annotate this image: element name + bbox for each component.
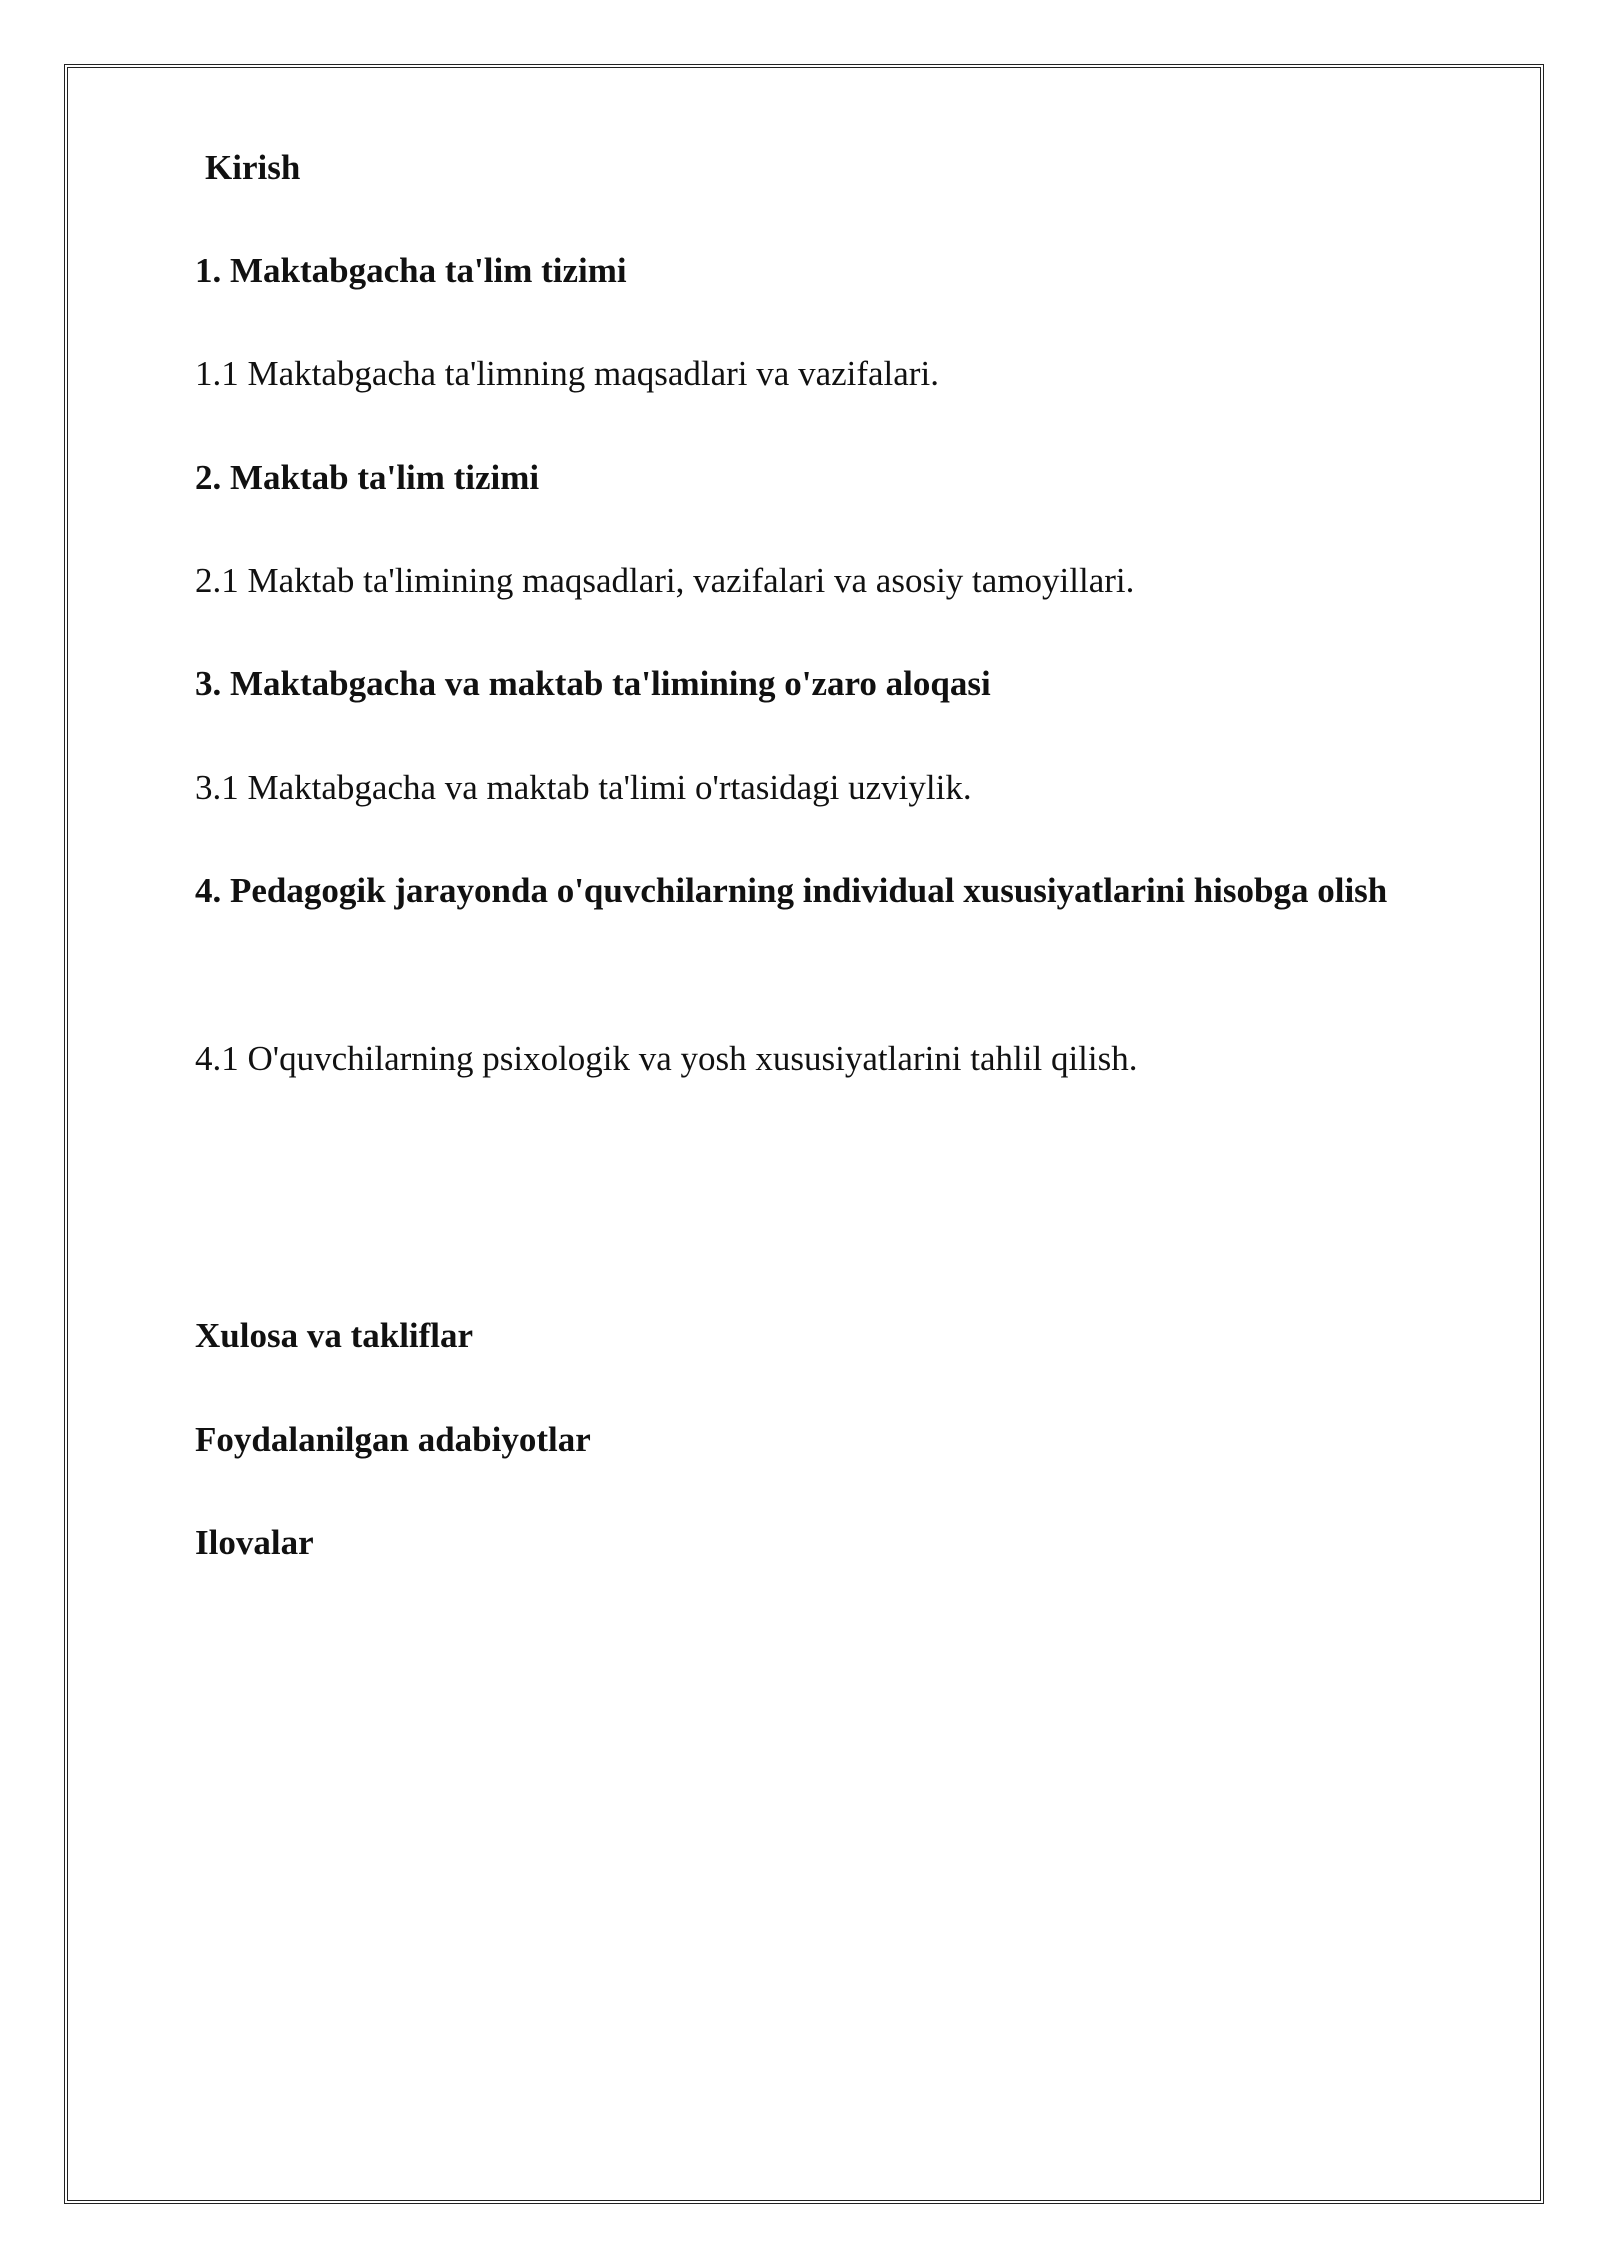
toc-section-3-1: 3.1 Maktabgacha va maktab ta'limi o'rtasidagi uzviylik.	[195, 768, 972, 807]
toc-section-2-1: 2.1 Maktab ta'limining maqsadlari, vazifalari va asosiy tamoyillari.	[195, 561, 1135, 600]
toc-intro: Kirish	[205, 148, 301, 187]
toc-section-2-title: 2. Maktab ta'lim tizimi	[195, 458, 540, 497]
toc-conclusion: Xulosa va takliflar	[195, 1316, 474, 1355]
toc-section-1-title: 1. Maktabgacha ta'lim tizimi	[195, 251, 627, 290]
toc-references: Foydalanilgan adabiyotlar	[195, 1420, 591, 1459]
toc-section-4-1: 4.1 O'quvchilarning psixologik va yosh xususiyatlarini tahlil qilish.	[195, 1039, 1138, 1078]
toc-section-4-title: 4. Pedagogik jarayonda o'quvchilarning individual xususiyatlarini hisobga olish	[195, 871, 1388, 910]
toc-section-1-1: 1.1 Maktabgacha ta'limning maqsadlari va vazifalari.	[195, 354, 939, 393]
toc-appendices: Ilovalar	[195, 1523, 314, 1562]
toc-section-3-title: 3. Maktabgacha va maktab ta'limining o'zaro aloqasi	[195, 664, 991, 703]
